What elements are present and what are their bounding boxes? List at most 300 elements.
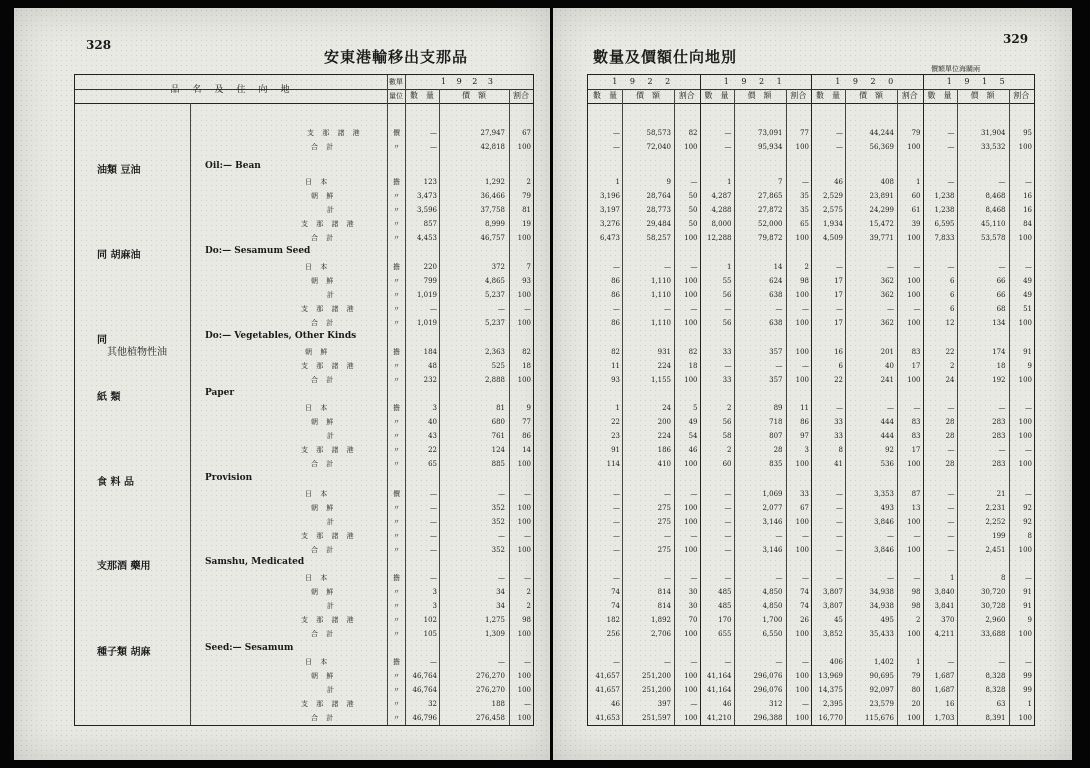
- destination-label: 日 本: [305, 404, 331, 412]
- category-label: 油類 豆油: [97, 165, 141, 176]
- quantity-cell: —: [613, 263, 620, 271]
- unit-column-header: 數單: [389, 78, 403, 86]
- destination-label: 合 計: [311, 234, 337, 242]
- ratio-cell: 87: [911, 490, 921, 498]
- table-row: [588, 615, 1034, 626]
- unit-mark: 〃: [393, 446, 400, 454]
- unit-mark: 〃: [393, 588, 400, 596]
- value-cell: 34: [496, 602, 505, 610]
- value-cell: 3,146: [762, 518, 783, 526]
- value-cell: 680: [491, 418, 505, 426]
- table-row: [588, 531, 1034, 542]
- quantity-cell: 256: [606, 630, 620, 638]
- ratio-cell: 17: [911, 446, 921, 454]
- value-cell: 46,757: [480, 234, 505, 242]
- ratio-cell: 19: [522, 220, 531, 228]
- table-row: [75, 375, 533, 386]
- value-cell: 814: [657, 588, 671, 596]
- ratio-cell: 100: [684, 630, 698, 638]
- value-cell: 408: [880, 178, 894, 186]
- table-row: [75, 417, 533, 428]
- ratio-cell: 93: [522, 277, 531, 285]
- quantity-cell: 1,934: [822, 220, 843, 228]
- quantity-cell: 74: [611, 588, 620, 596]
- table-row: [588, 347, 1034, 358]
- value-cell: 45,110: [981, 220, 1006, 228]
- quantity-cell: 170: [718, 616, 732, 624]
- right-group-divider: [923, 75, 924, 725]
- quantity-cell: —: [836, 546, 843, 554]
- ratio-subheader: 割合: [513, 91, 529, 100]
- right-page: [553, 8, 1072, 760]
- unit-note: 價額單位海關兩: [931, 65, 980, 73]
- unit-mark: 〃: [393, 546, 400, 554]
- quantity-cell: 4,288: [711, 206, 732, 214]
- destination-label: 支 那 諸 港: [307, 129, 363, 137]
- ratio-cell: 11: [800, 404, 809, 412]
- destination-label: 朝 鮮: [311, 192, 337, 200]
- value-cell: 276,270: [476, 672, 505, 680]
- value-cell: 352: [491, 504, 505, 512]
- quantity-cell: —: [430, 143, 437, 151]
- value-cell: 2,960: [985, 616, 1006, 624]
- quantity-cell: 22: [834, 376, 843, 384]
- value-cell: 2,077: [762, 504, 783, 512]
- ratio-cell: 100: [517, 546, 531, 554]
- value-cell: 885: [491, 460, 505, 468]
- quantity-cell: —: [836, 518, 843, 526]
- ratio-cell: 100: [795, 714, 809, 722]
- quantity-cell: 46: [722, 700, 732, 708]
- destination-label: 朝 鮮: [311, 277, 337, 285]
- ratio-cell: 82: [688, 129, 698, 137]
- table-row: [75, 545, 533, 556]
- category-english: Samshu, Medicated: [205, 557, 305, 567]
- ratio-cell: 2: [916, 616, 921, 624]
- ratio-cell: 100: [517, 376, 531, 384]
- destination-label: 日 本: [305, 574, 331, 582]
- unit-mark: 〃: [393, 234, 400, 242]
- value-cell: 495: [880, 616, 894, 624]
- value-cell: 34,938: [869, 588, 894, 596]
- unit-mark: 〃: [393, 206, 400, 214]
- value-cell: 8,328: [985, 672, 1006, 680]
- value-cell: —: [498, 532, 505, 540]
- value-cell: 357: [769, 348, 783, 356]
- ratio-cell: 2: [526, 178, 531, 186]
- ratio-cell: 100: [684, 291, 698, 299]
- ratio-cell: 30: [688, 602, 698, 610]
- destination-label: 支 那 諸 港: [301, 446, 357, 454]
- quantity-cell: —: [613, 129, 620, 137]
- quantity-cell: 4,211: [934, 630, 955, 638]
- destination-label: 合 計: [311, 546, 337, 554]
- value-cell: —: [498, 490, 505, 498]
- quantity-cell: —: [430, 658, 437, 666]
- value-cell: 4,850: [762, 588, 783, 596]
- table-row: [75, 361, 533, 372]
- value-cell: 29,484: [646, 220, 671, 228]
- table-row: [588, 375, 1034, 386]
- unit-mark: 擔: [393, 348, 400, 356]
- value-cell: 9: [666, 178, 671, 186]
- ratio-cell: 100: [1018, 418, 1032, 426]
- category-english: Do:— Sesamum Seed: [205, 246, 311, 256]
- quantity-cell: —: [947, 178, 955, 186]
- ratio-cell: 100: [684, 376, 698, 384]
- table-row: [75, 657, 533, 668]
- quantity-cell: 16: [945, 700, 955, 708]
- value-cell: 68: [996, 305, 1006, 313]
- unit-mark: 〃: [393, 291, 400, 299]
- quantity-cell: 4,453: [416, 234, 437, 242]
- value-cell: 1,402: [873, 658, 894, 666]
- quantity-cell: 1,019: [416, 319, 437, 327]
- value-cell: 58,257: [646, 234, 671, 242]
- quantity-cell: —: [724, 143, 732, 151]
- table-row: [588, 233, 1034, 244]
- ratio-cell: 79: [522, 192, 531, 200]
- value-cell: 58,573: [646, 129, 671, 137]
- quantity-cell: 2,395: [822, 700, 843, 708]
- table-row: [588, 290, 1034, 301]
- unit-mark: 〃: [393, 143, 400, 151]
- table-row: [588, 545, 1034, 556]
- value-cell: 275: [657, 546, 671, 554]
- quantity-cell: 2,529: [822, 192, 843, 200]
- sub-header: 價 額: [636, 91, 660, 100]
- quantity-cell: —: [724, 305, 732, 313]
- quantity-cell: 182: [606, 616, 620, 624]
- destination-label: 支 那 諸 港: [301, 220, 357, 228]
- value-cell: 30,728: [981, 602, 1006, 610]
- ratio-cell: —: [524, 574, 531, 582]
- quantity-cell: 17: [834, 277, 843, 285]
- value-cell: 283: [992, 432, 1006, 440]
- value-cell: 1,110: [650, 319, 671, 327]
- value-cell: 89: [773, 404, 783, 412]
- value-cell: 92,097: [869, 686, 894, 694]
- ratio-cell: 100: [517, 686, 531, 694]
- quantity-cell: 2: [727, 446, 732, 454]
- left-divider: [387, 75, 388, 725]
- value-cell: 23,579: [869, 700, 894, 708]
- ratio-cell: —: [913, 305, 921, 313]
- value-cell: 14: [773, 263, 783, 271]
- quantity-cell: —: [947, 504, 955, 512]
- value-cell: —: [775, 574, 783, 582]
- table-row: [75, 233, 533, 244]
- quantity-cell: 46: [834, 178, 843, 186]
- ratio-cell: 100: [795, 234, 809, 242]
- ratio-cell: 100: [907, 518, 921, 526]
- value-cell: —: [664, 658, 671, 666]
- value-cell: 2,363: [484, 348, 505, 356]
- unit-mark: 〃: [393, 277, 400, 285]
- unit-mark: 價: [393, 490, 400, 498]
- quantity-cell: 1: [727, 178, 732, 186]
- value-cell: 21: [996, 490, 1006, 498]
- quantity-cell: 3: [432, 588, 437, 596]
- quantity-cell: 28: [945, 432, 955, 440]
- value-cell: 115,676: [865, 714, 894, 722]
- quantity-cell: 14,375: [818, 686, 843, 694]
- table-row: [588, 431, 1034, 442]
- table-row: [588, 503, 1034, 514]
- table-row: [588, 128, 1034, 139]
- ratio-cell: 1: [1027, 700, 1032, 708]
- ratio-cell: 67: [800, 504, 809, 512]
- quantity-cell: —: [836, 263, 843, 271]
- quantity-cell: 33: [722, 348, 732, 356]
- destination-label: 計: [327, 291, 337, 299]
- table-row: [75, 191, 533, 202]
- value-cell: 66: [996, 291, 1006, 299]
- ratio-cell: 100: [684, 546, 698, 554]
- value-cell: 192: [992, 376, 1006, 384]
- ratio-cell: —: [913, 404, 921, 412]
- destination-label: 日 本: [305, 178, 331, 186]
- ratio-cell: 60: [911, 192, 921, 200]
- value-cell: 5,237: [484, 291, 505, 299]
- quantity-cell: 45: [834, 616, 843, 624]
- sub-header: 割合: [790, 91, 807, 100]
- value-subheader: 價 額: [462, 91, 486, 100]
- ratio-cell: 35: [800, 206, 809, 214]
- quantity-cell: 6: [838, 362, 843, 370]
- page-title-left: 安東港輸移出支那品: [324, 48, 469, 66]
- unit-mark: 〃: [393, 630, 400, 638]
- table-row: [75, 318, 533, 329]
- value-cell: 201: [880, 348, 894, 356]
- quantity-cell: 16: [834, 348, 843, 356]
- quantity-cell: 232: [423, 376, 437, 384]
- ratio-cell: —: [524, 532, 531, 540]
- value-cell: 3,146: [762, 546, 783, 554]
- table-row: [588, 517, 1034, 528]
- value-cell: 1,069: [762, 490, 783, 498]
- value-cell: 397: [657, 700, 671, 708]
- unit-mark: 〃: [393, 220, 400, 228]
- quantity-cell: 105: [423, 630, 437, 638]
- table-row: [75, 445, 533, 456]
- table-row: [588, 262, 1034, 273]
- value-cell: 33,688: [981, 630, 1006, 638]
- quantity-cell: —: [947, 532, 955, 540]
- unit-mark: 〃: [393, 504, 400, 512]
- ratio-cell: 100: [795, 348, 809, 356]
- unit-mark: 擔: [393, 178, 400, 186]
- ratio-cell: 100: [684, 686, 698, 694]
- quantity-cell: —: [430, 574, 437, 582]
- ratio-cell: —: [690, 532, 698, 540]
- value-cell: 39,771: [869, 234, 894, 242]
- sub-header: 割合: [901, 91, 918, 100]
- ratio-cell: 2: [526, 602, 531, 610]
- ratio-cell: 91: [1023, 602, 1032, 610]
- ratio-cell: —: [1025, 263, 1032, 271]
- ratio-cell: 14: [522, 446, 531, 454]
- unit-mark: 〃: [393, 714, 400, 722]
- ratio-cell: 30: [688, 588, 698, 596]
- ratio-cell: 100: [795, 319, 809, 327]
- ratio-cell: —: [1025, 178, 1032, 186]
- ratio-cell: 100: [517, 672, 531, 680]
- ratio-cell: 33: [800, 490, 809, 498]
- quantity-cell: —: [947, 546, 955, 554]
- ratio-cell: 100: [684, 277, 698, 285]
- ratio-cell: 83: [911, 432, 921, 440]
- value-cell: 174: [992, 348, 1006, 356]
- value-cell: 66: [996, 277, 1006, 285]
- quantity-cell: —: [836, 305, 843, 313]
- category-label: 支那酒 藥用: [97, 561, 151, 572]
- ratio-cell: —: [690, 658, 698, 666]
- quantity-cell: 3,596: [416, 206, 437, 214]
- quantity-cell: —: [430, 532, 437, 540]
- ratio-cell: 100: [1018, 630, 1032, 638]
- ratio-cell: 70: [688, 616, 698, 624]
- table-row: [75, 531, 533, 542]
- value-cell: 124: [491, 446, 505, 454]
- unit-mark: 〃: [393, 602, 400, 610]
- value-cell: 2,252: [985, 518, 1006, 526]
- ratio-cell: 16: [1023, 192, 1032, 200]
- quantity-cell: —: [947, 490, 955, 498]
- table-row: [75, 128, 533, 139]
- ratio-cell: 100: [1018, 432, 1032, 440]
- quantity-cell: —: [430, 490, 437, 498]
- quantity-cell: 2: [727, 404, 732, 412]
- destination-label: 支 那 諸 港: [301, 532, 357, 540]
- value-cell: 8: [1001, 574, 1006, 582]
- ratio-cell: —: [802, 700, 809, 708]
- value-cell: 36,466: [480, 192, 505, 200]
- destination-label: 計: [327, 602, 337, 610]
- unit-mark: 〃: [393, 319, 400, 327]
- ratio-cell: 50: [688, 220, 698, 228]
- value-cell: 27,872: [758, 206, 783, 214]
- quantity-cell: 40: [428, 418, 437, 426]
- table-row: [75, 431, 533, 442]
- quantity-cell: 8,000: [711, 220, 732, 228]
- ratio-cell: 100: [907, 291, 921, 299]
- value-cell: —: [998, 446, 1006, 454]
- quantity-cell: 65: [428, 460, 437, 468]
- value-cell: 638: [769, 291, 783, 299]
- quantity-cell: 6: [950, 291, 955, 299]
- quantity-cell: 86: [611, 291, 620, 299]
- unit-mark: 〃: [393, 518, 400, 526]
- ratio-cell: 100: [517, 143, 531, 151]
- ratio-cell: 100: [795, 630, 809, 638]
- table-row: [588, 685, 1034, 696]
- quantity-cell: 799: [423, 277, 437, 285]
- ratio-cell: 1: [916, 658, 921, 666]
- ratio-cell: 74: [800, 602, 809, 610]
- value-cell: 312: [769, 700, 783, 708]
- table-row: [588, 489, 1034, 500]
- destination-label: 支 那 諸 港: [301, 305, 357, 313]
- quantity-cell: 46: [611, 700, 620, 708]
- right-group-divider: [700, 75, 701, 725]
- unit-column-header-2: 量位: [389, 92, 403, 100]
- value-cell: 56,369: [869, 143, 894, 151]
- unit-mark: 價: [393, 129, 400, 137]
- ratio-cell: 100: [1018, 234, 1032, 242]
- value-cell: 444: [880, 418, 894, 426]
- value-cell: —: [775, 362, 783, 370]
- quantity-cell: 4,509: [822, 234, 843, 242]
- value-cell: 251,597: [642, 714, 671, 722]
- value-cell: 3,846: [873, 518, 894, 526]
- value-cell: —: [998, 404, 1006, 412]
- quantity-cell: 41,164: [707, 672, 732, 680]
- value-cell: —: [887, 532, 894, 540]
- quantity-cell: —: [724, 362, 732, 370]
- ratio-cell: 100: [684, 672, 698, 680]
- ratio-cell: —: [690, 178, 698, 186]
- ratio-cell: —: [1025, 574, 1032, 582]
- table-row: [588, 219, 1034, 230]
- category-english: Provision: [205, 473, 253, 483]
- value-cell: 53,578: [981, 234, 1006, 242]
- ratio-cell: 100: [907, 143, 921, 151]
- table-row: [75, 615, 533, 626]
- value-cell: 15,472: [869, 220, 894, 228]
- ratio-cell: 26: [800, 616, 809, 624]
- value-cell: 835: [769, 460, 783, 468]
- ratio-cell: 98: [911, 588, 921, 596]
- value-cell: 276,458: [476, 714, 505, 722]
- quantity-cell: —: [613, 490, 620, 498]
- quantity-cell: 41,657: [595, 686, 620, 694]
- unit-mark: 〃: [393, 616, 400, 624]
- table-row: [588, 318, 1034, 329]
- quantity-cell: —: [430, 518, 437, 526]
- destination-label: 朝 鮮: [305, 348, 331, 356]
- destination-label: 計: [327, 432, 337, 440]
- table-row: [588, 601, 1034, 612]
- ratio-cell: 5: [693, 404, 698, 412]
- quantity-cell: —: [724, 546, 732, 554]
- quantity-cell: —: [947, 518, 955, 526]
- category-english: Do:— Vegetables, Other Kinds: [205, 331, 357, 341]
- quantity-cell: 3,196: [599, 192, 620, 200]
- quantity-cell: 32: [428, 700, 437, 708]
- quantity-cell: 6,595: [934, 220, 955, 228]
- destination-label: 日 本: [305, 658, 331, 666]
- value-cell: 283: [992, 460, 1006, 468]
- ratio-cell: 100: [795, 672, 809, 680]
- ratio-cell: 77: [800, 129, 809, 137]
- ratio-cell: —: [802, 574, 809, 582]
- category-label: 種子類 胡麻: [97, 647, 151, 658]
- quantity-cell: 46,764: [412, 672, 437, 680]
- value-cell: 8,999: [484, 220, 505, 228]
- ratio-cell: 50: [688, 192, 698, 200]
- destination-label: 支 那 諸 港: [301, 362, 357, 370]
- quantity-cell: 6,473: [599, 234, 620, 242]
- ratio-cell: —: [690, 574, 698, 582]
- quantity-cell: —: [724, 518, 732, 526]
- value-cell: 224: [657, 362, 671, 370]
- value-cell: —: [775, 658, 783, 666]
- table-row: [75, 459, 533, 470]
- table-row: [75, 587, 533, 598]
- value-cell: 92: [885, 446, 894, 454]
- quantity-cell: 4,287: [711, 192, 732, 200]
